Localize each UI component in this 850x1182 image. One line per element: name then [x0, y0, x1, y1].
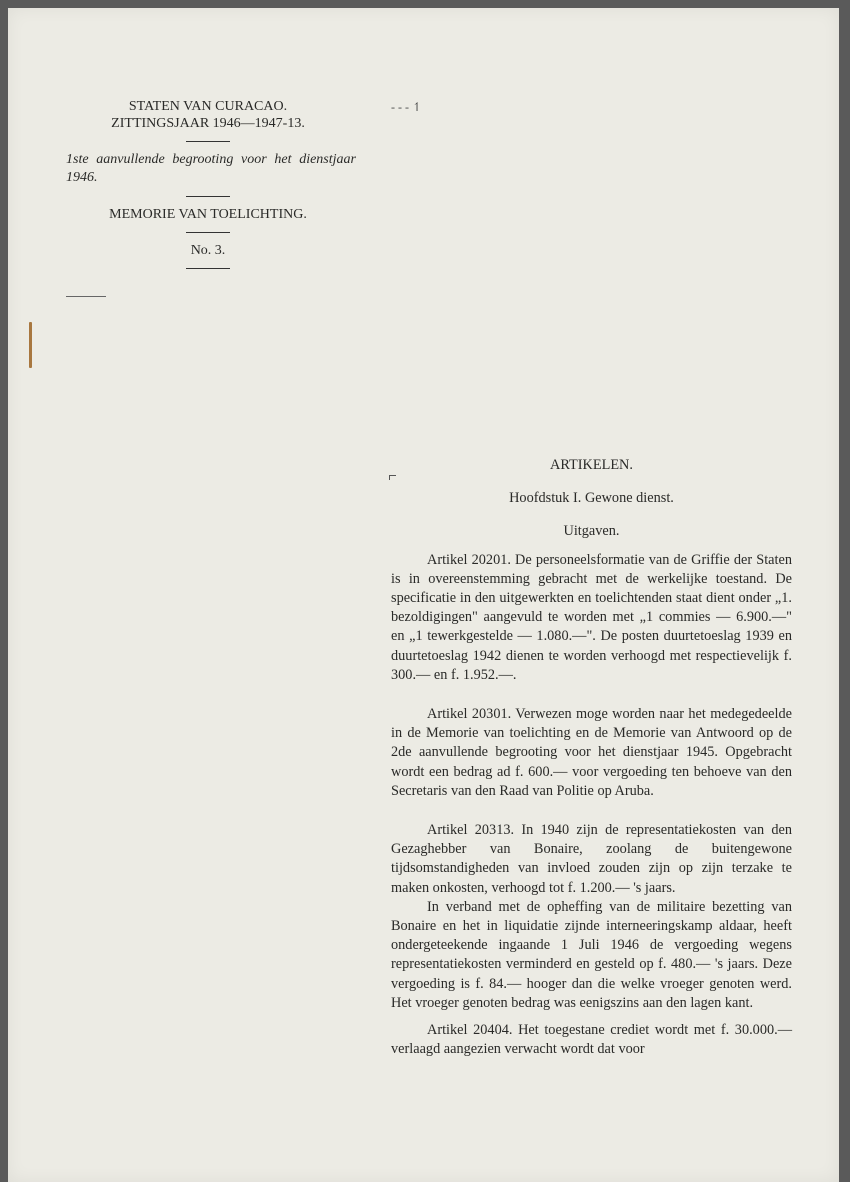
- articles-column: [391, 456, 792, 1059]
- article-paragraph: Artikel 20301. Verwezen moge worden naar het medegedeelde in de Memorie van toelichting en de Memorie van Antwoord op de 2de aanvullende begrooting voor het dienstjaar 1945. Opgebracht wordt een bedrag ad f. 600.— voor vergoeding ten behoeve van den Secretaris van den Raad van Politie op Aruba.: [391, 706, 792, 799]
- divider: [186, 268, 230, 269]
- article-paragraph: Artikel 20404. Het toegestane crediet wordt met f. 30.000.— verlaagd aangezien verwacht wordt dat voor: [391, 1022, 792, 1058]
- chapter-heading: Hoofdstuk I. Gewone dienst.: [509, 490, 674, 507]
- header-number: No. 3.: [190, 243, 226, 258]
- pencil-dash: [66, 296, 106, 297]
- section-heading: Uitgaven.: [563, 523, 620, 540]
- header-memorie: MEMORIE VAN TOELICHTING.: [109, 207, 307, 222]
- article-paragraph: Artikel 20313. In 1940 zijn de representatiekosten van den Gezaghebber van Bonaire, zoolang de buitengewone tijdsomstandigheden van invloed zouden zijn op zijn terzake te maken onkosten, verhoogd tot f. 1.200.— 's jaars.: [391, 822, 792, 896]
- divider: [186, 232, 230, 233]
- divider: [186, 141, 230, 142]
- header-session: ZITTINGSJAAR 1946—1947-13.: [111, 116, 305, 131]
- ink-mark: - - - ↿: [391, 100, 423, 114]
- article-paragraph: In verband met de opheffing van de militaire bezetting van Bonaire en het in liquidatie zijnde interneeringskamp aldaar, heeft ondergeteekende ingaande 1 Juli 1946 de vergoeding wegens representatiekosten verminderd en gesteld op f. 480.— 's jaars. Deze vergoeding is f. 84.— hooger dan die welke vroeger genoten werd. Het vroeger genoten bedrag was eenigszins aan den lagen kant.: [391, 898, 792, 1011]
- bleed-through-reverse-text: [386, 103, 806, 473]
- header-title: STATEN VAN CURACAO.: [128, 99, 288, 114]
- articles-heading: ARTIKELEN.: [550, 457, 633, 473]
- header-subtitle: 1ste aanvullende begrooting voor het dienstjaar 1946.: [66, 152, 356, 185]
- divider: [186, 196, 230, 197]
- staple: [29, 322, 32, 368]
- document-header: [60, 98, 356, 278]
- article-paragraph: Artikel 20201. De personeelsformatie van de Griffie der Staten is in overeenstemming gebracht met de werkelijke toestand. De specificatie in den uitgewerkten en toelichtenden staat dient onder „1. bezoldigingen" aangevuld te worden met „1 commies — 6.900.—" en „1 tewerkgestelde — 1.080.—". De posten duurtetoeslag 1939 en duurtetoeslag 1942 dienen te worden verhoogd met respectievelijk f. 300.— en f. 1.952.—.: [391, 551, 792, 683]
- document-page: [8, 8, 839, 1182]
